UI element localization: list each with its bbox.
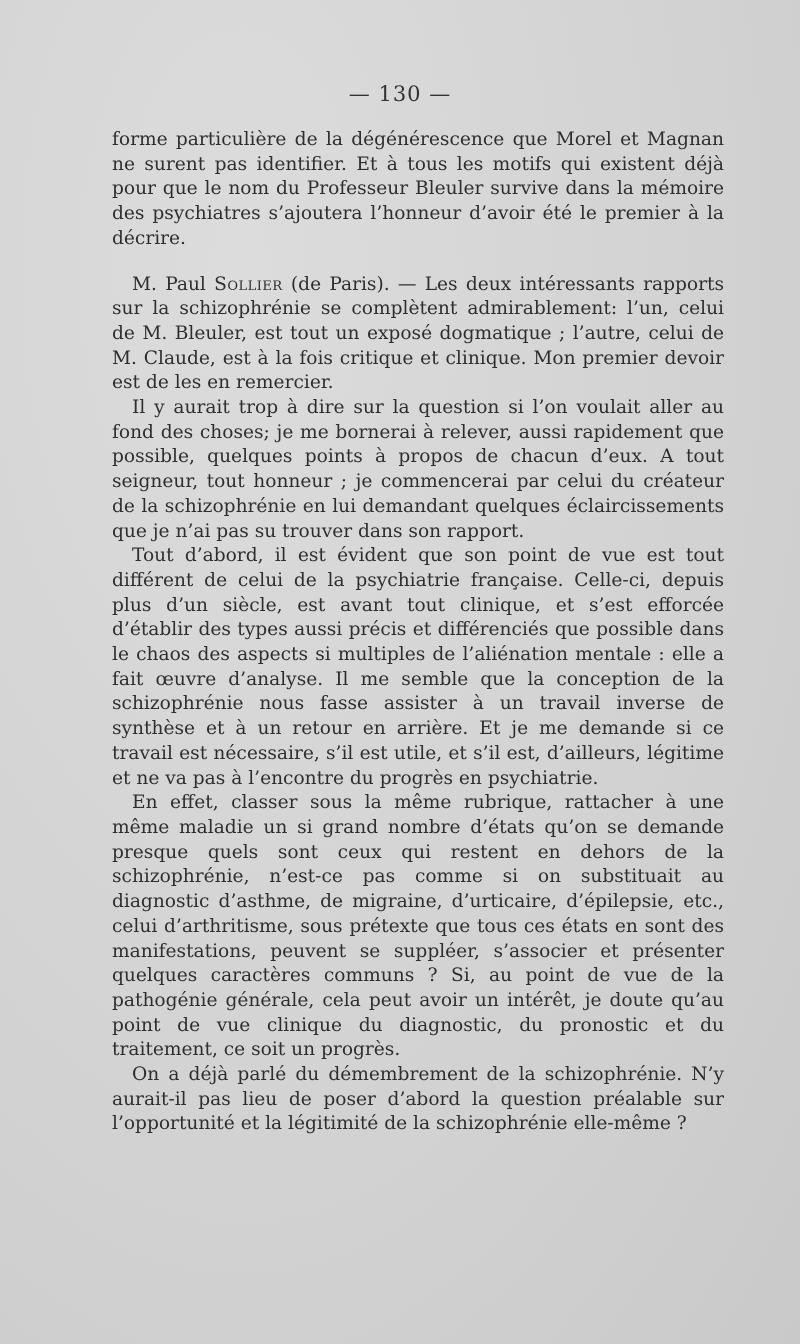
paragraph-text: (de Paris). — Les deux intéressants rapports sur la schizophrénie se complètent admirablement: l’un, celui de M. Bleuler, est tout un exposé dogmatique ; l’autre, celui de M. Claude, est à la fois critique et clinique. Mon premier devoir est de les en remercier. [112, 273, 724, 394]
paragraph-sollier-intro [112, 273, 724, 397]
speaker-name: Sollier [214, 273, 283, 295]
paragraph: On a déjà parlé du démembrement de la schizophrénie. N’y aurait-il pas lieu de poser d’abord la question préalable sur l’opportunité et la légitimité de la schizophrénie elle-même ? [112, 1064, 724, 1135]
paragraph: Il y aurait trop à dire sur la question si l’on voulait aller au fond des choses; je me bornerai à relever, aussi rapidement que possible, quelques points à propos de chacun d’eux. A tout seigneur, tout honneur ; je commencerai par celui du créateur de la schizophrénie en lui demandant quelques éclaircissements que je n’ai pas su trouver dans son rapport. [112, 397, 724, 542]
body-text [112, 128, 724, 1137]
page-number: — 130 — [348, 82, 452, 106]
paragraph-continuation: forme particulière de la dégénérescence que Morel et Magnan ne surent pas identifier. Et à tous les motifs qui existent déjà pour que le nom du Professeur Bleuler survive dans la mémoire des psychiatres s’ajoutera l’honneur d’avoir été le premier à la décrire. [112, 129, 724, 249]
speaker-prefix: M. Paul [132, 273, 215, 295]
paragraph: Tout d’abord, il est évident que son point de vue est tout différent de celui de la psychiatrie française. Celle-ci, depuis plus d’un siècle, est avant tout clinique, et s’est efforcée d’établir des types aussi précis et différenciés que possible dans le chaos des aspects si multiples de l’aliénation mentale : elle a fait œuvre d’analyse. Il me semble que la conception de la schizophrénie nous fasse assister à un travail inverse de synthèse et à un retour en arrière. Et je me demande si ce travail est nécessaire, s’il est utile, et s’il est, d’ailleurs, légitime et ne va pas à l’encontre du progrès en psychiatrie. [112, 545, 724, 789]
paragraph: En effet, classer sous la même rubrique, rattacher à une même maladie un si grand nombre d’états qu’on se demande presque quels sont ceux qui restent en dehors de la schizophrénie, n’est-ce pas comme si on substituait au diagnostic d’asthme, de migraine, d’urticaire, d’épilepsie, etc., celui d’arthritisme, sous prétexte que tous ces états en sont des manifestations, peuvent se suppléer, s’associer et présenter quelques caractères communs ? Si, au point de vue de la pathogénie générale, cela peut avoir un intérêt, je doute qu’au point de vue clinique du diagnostic, du pronostic et du traitement, ce soit un progrès. [112, 792, 724, 1061]
